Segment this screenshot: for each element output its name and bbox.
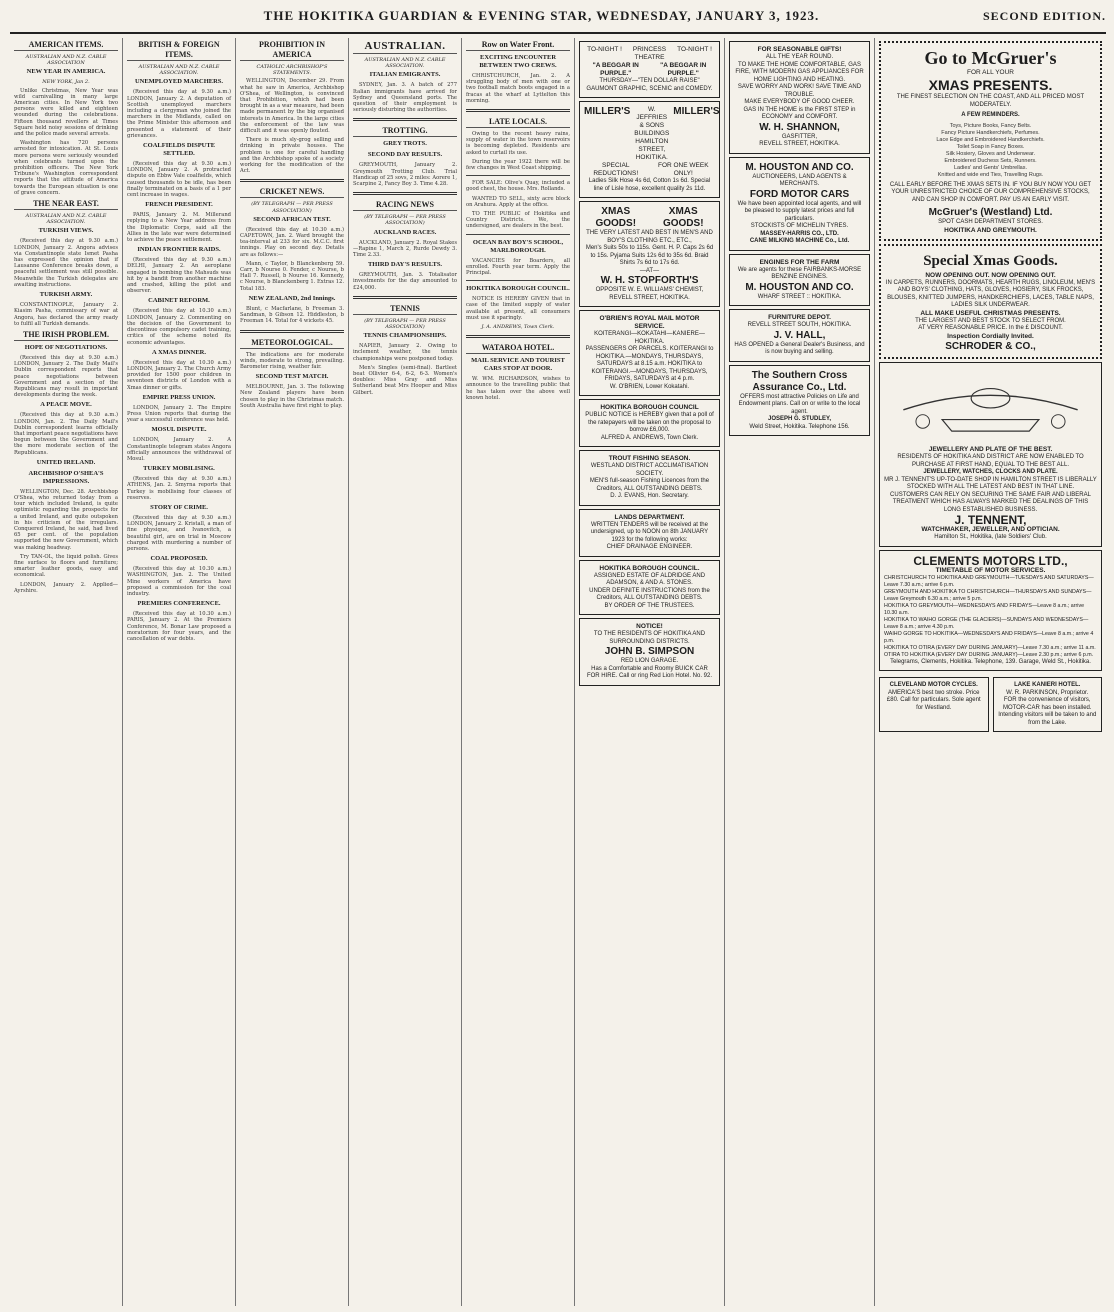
ad-schroder: [879, 244, 1102, 359]
ad-label: SPECIAL REDUCTIONS!: [593, 162, 639, 177]
ad-princess-theatre: [579, 41, 720, 98]
ad-subtitle: WESTLAND DISTRICT ACCLIMATISATION SOCIETY.: [590, 463, 709, 477]
ad-subtitle: W. R. PARKINSON, Proprietor.: [1006, 689, 1089, 696]
ad-business-name: M. HOUSTON AND CO.: [745, 161, 854, 173]
ad-heading: HOKITIKA BOROUGH COUNCIL.: [466, 285, 570, 293]
ad-subtitle: SPOT CASH DEPARTMENT STORES.: [938, 219, 1043, 225]
article-text: (Received this day at 9.30 a.m.) ATHENS, Jan. 2. Smyrna reports that Turkey is mobilising four classes of reserves.: [127, 476, 231, 501]
divider: [353, 118, 457, 121]
story-heading: PREMIERS CONFERENCE.: [137, 600, 221, 608]
cable-source: AUSTRALIAN AND N.Z. CABLE ASSOCIATION: [25, 54, 107, 67]
article-text: Men's Singles (semi-final). Bartleet beat Ollivier 6-4, 6-2, 6-3. Women's doubles: Miss Gray and Miss Sutherland beat Mrs Hooper and Miss Gilbert.: [353, 364, 457, 396]
article-text: Try TAN-OL, the liquid polish. Gives fine surface to floors and furniture; smarter leather goods, easy and economical.: [14, 553, 118, 579]
article-text: During the year 1922 there will be few changes in West Coast shipping.: [466, 158, 570, 172]
story-heading: SECOND TEST MATCH.: [255, 373, 329, 381]
article-text: WELLINGTON, Dec. 28. Archbishop O'Shea, who returned today from a tour which included Ireland, is quite optimistic regarding the prospects for a united Ireland, and quite outspoken in his criticism of the irregulars. Conquered Ireland, he said, had lived 65 per cent. of the population supported the new Government, which was making headway.: [14, 488, 118, 551]
story-heading: FRENCH PRESIDENT.: [145, 201, 213, 209]
public-notice: NOTICE IS HEREBY GIVEN that in case of the limited supply of water available at present, all consumers must use it sparingly.: [466, 296, 570, 321]
heading-australian: AUSTRALIAN.: [353, 40, 457, 54]
ad-title: LAKE KANIERI HOTEL.: [1014, 682, 1081, 688]
ad-title: FOR SEASONABLE GIFTS!: [757, 46, 842, 53]
ad-text: HAS OPENED a General Dealer's Business, and is now buying and selling.: [734, 341, 865, 355]
story-heading: TENNIS CHAMPIONSHIPS.: [363, 332, 447, 340]
ad-title: O'BRIEN'S ROYAL MAIL MOTOR SERVICE.: [599, 315, 700, 330]
ad-assigned-estate: [579, 560, 720, 616]
list-item: Silk Hosiery, Gloves and Underwear.: [945, 150, 1036, 157]
article-text: AUCKLAND, January 2. Royal Stakes—Rapine 1, March 2, Rurde Dewdy 3. Time 2.33.: [353, 239, 457, 259]
ad-mcgruers: [879, 41, 1102, 241]
article-text: (Received this day at 9.30 a.m.) LONDON, Jan. 2. The Daily Mail's Dublin correspondent learns officially that important peace negotiations have begun between the Government and the more moderate section of the Republicans.: [14, 412, 118, 456]
story-heading: NEW YEAR IN AMERICA.: [26, 68, 106, 76]
ad-title: Go to McGruer's: [924, 48, 1057, 68]
masthead: [10, 8, 1106, 34]
column-australian-sport: [349, 38, 462, 1306]
column-ads-theatre: [575, 38, 725, 1306]
ad-text: MR J. TENNENT'S UP-TO-DATE SHOP IN HAMILTON STREET IS LIBERALLY STOCKED WITH ALL THE LATEST AND BEST IN THAT LINE.: [884, 476, 1097, 490]
timetable-line: WAIHO GORGE TO HOKITIKA—WEDNESDAYS AND FRIDAYS—Leave 8 a.m.; arrive 4 p.m.: [884, 630, 1094, 644]
ad-business-name: JOHN B. SIMPSON: [604, 646, 695, 657]
divider: [353, 296, 457, 299]
ad-text: We have been appointed local agents, and will be pleased to supply latest prices and full particulars.: [737, 200, 862, 222]
story-heading: NEW ZEALAND, 2nd Innings.: [248, 294, 336, 302]
article-text: (Received this day at 9.30 a.m.) LONDON, January 2. The Daily Mail's Dublin correspondent reports that peace negotiations between Government and a section of the Republicans may result in important developments during the week.: [14, 354, 118, 399]
heading-irish-problem: THE IRISH PROBLEM.: [14, 330, 118, 341]
ad-text: CUSTOMERS CAN RELY ON SECURING THE SAME FAIR AND LIBERAL TREATMENT WHICH HAS ALWAYS MARKED THE DEALINGS OF THIS LONG ESTABLISHED BUSINESS.: [890, 491, 1091, 513]
ad-address: OPPOSITE W. E. WILLIAMS' CHEMIST, REVELL STREET, HOKITIKA.: [595, 287, 704, 301]
ad-text: MASSEY-HARRIS CO., LTD.: [760, 230, 839, 237]
ad-furniture-depot: [729, 309, 870, 362]
article-text: MELBOURNE, Jan. 3. The following New Zealand players have been chosen to play in the Christmas match. South Australia have first right to play.: [240, 384, 344, 409]
ad-title: TROUT FISHING SEASON.: [608, 455, 691, 462]
ad-address: HOKITIKA AND GREYMOUTH.: [944, 226, 1037, 234]
ad-stopforth-xmas: [579, 201, 720, 307]
ad-text: OFFERS most attractive Policies on Life and Endowment plans. Call on or write to the local agent.: [738, 393, 861, 415]
article-text: (Received this day at 9.30 a.m.) LONDON, January 2. A protracted dispute on Ebbw Vale coalfields, which caused thousands to be idle, has been finally terminated on a basis of a 1 per cent increase in wages.: [127, 161, 231, 199]
column-ads-mcgruer-schroder: [875, 38, 1106, 1306]
scoreboard: Blunt, c Macfarlane, b Freeman 3. Sandman, b Gibson 12. Hiddleston, b Freeman 14. Total for 4 wickets 45.: [240, 305, 344, 325]
list-item: Toys, Picture Books, Fancy Belts.: [949, 122, 1032, 129]
heading-racing-news: RACING NEWS: [353, 200, 457, 211]
story-heading: SECOND DAY RESULTS.: [367, 151, 443, 159]
classified-ad: WANTED TO SELL, sixty acre block on Arahura. Apply at the office.: [466, 195, 570, 208]
ad-subtitle: AUCTIONEERS, LAND AGENTS & MERCHANTS.: [752, 173, 847, 187]
article-text: PARIS, January 2. M. Millerand replying to a New Year address from the Diplomatic Corps, said all the Allies in the late war were determined to achieve the peace settlement.: [127, 212, 231, 244]
ad-label: —AT—: [639, 267, 660, 274]
timetable-line: HOKITIKA TO GREYMOUTH—WEDNESDAYS AND FRIDAYS—Leave 8 a.m.; arrive 10.30 a.m.: [884, 602, 1085, 616]
ad-address: Telegrams, Clements, Hokitika. Telephone, 139. Garage, Weld St., Hokitika.: [890, 658, 1091, 665]
story-heading: SECOND AFRICAN TEST.: [253, 215, 331, 223]
article-text: (Received this day at 9.30 a.m.) DELHI, January 2. An aeroplane engaged in bombing the Mahsuds was hit by a bandit from another machine and crashed, killing the pilot and observer.: [127, 257, 231, 295]
divider: [353, 192, 457, 195]
story-heading: AUCKLAND RACES.: [373, 228, 437, 236]
ad-title: XMAS GOODS!: [595, 206, 637, 229]
ad-subtitle: RED LION GARAGE.: [620, 658, 679, 664]
ad-address: W. JEFFRIES & SONS BUILDINGS HAMILTON STREET, HOKITIKA.: [634, 106, 670, 161]
ad-text: Ladies Silk Hose 4s 6d, Cotton 1s 6d. Special line of Lisle hose, excellent quality 2s 11d.: [588, 178, 711, 192]
story-heading: UNITED IRELAND.: [36, 458, 96, 466]
ad-subtitle: A FEW REMINDERS.: [961, 112, 1020, 118]
ad-text: FOR the convenience of visitors, MOTOR-CAR has been installed. Intending visitors will be taken to and from the Lake.: [998, 697, 1097, 726]
article-text: LONDON, January 2. A Constantinople telegram states Angora officially announces the withdrawal of Mosul.: [127, 437, 231, 462]
ad-clements-motors: [879, 550, 1102, 672]
ad-subtitle: KOITERANGI—KOKATAHI—KANIERE—HOKITIKA.: [594, 331, 705, 345]
story-heading: TURKEY MOBILISING.: [143, 465, 215, 473]
cable-source: (BY TELEGRAPH — PER PRESS ASSOCIATION): [364, 317, 446, 331]
story-subheading: EXCITING ENCOUNTER BETWEEN TWO CREWS.: [479, 54, 557, 69]
ad-signature: D. J. EVANS, Hon. Secretary.: [610, 493, 689, 499]
article-text: CONSTANTINOPLE, January 2. Kiasim Pasha, commissary of war at Angora, has declared the army ready to fulfil all Turkish demands.: [14, 302, 118, 327]
classified-ad: TO THE PUBLIC of Hokitika and Country Districts. We, the undersigned, are dealers in the best.: [466, 211, 570, 230]
story-heading: CABINET REFORM.: [148, 297, 210, 305]
ad-label: TO-NIGHT !: [587, 46, 622, 53]
ad-text: GAS IN THE HOME is the FIRST STEP in ECONOMY and COMFORT.: [743, 106, 856, 120]
article-text: GREYMOUTH, Jan. 3. Totalisator investments for the day amounted to £24,000.: [353, 272, 457, 291]
article-text: LONDON, January 2. The Empire Press Union reports that during the year a successful conference was held.: [127, 404, 231, 424]
classified-ad: VACANCIES for Boarders, all enrolled. Fourth year term. Apply the Principal.: [466, 257, 570, 277]
ad-subtitle: NOW OPENING OUT. NOW OPENING OUT.: [925, 271, 1056, 279]
ad-signature: BY ORDER OF THE TRUSTEES.: [604, 602, 695, 609]
ad-subtitle: WATCHMAKER, JEWELLER, AND OPTICIAN.: [921, 526, 1060, 533]
ad-trout-fishing: [579, 450, 720, 506]
timetable-line: HOKITIKA TO OTIRA (EVERY DAY DURING JANUARY)—Leave 7.30 a.m.; arrive 11 a.m.: [884, 644, 1096, 651]
ad-address: REVELL STREET, HOKITIKA.: [759, 141, 840, 147]
ad-text: STOCKISTS OF MICHELIN TYRES.: [750, 223, 849, 229]
ad-text: JEWELLERY, WATCHES, CLOCKS AND PLATE.: [923, 469, 1058, 475]
ad-business-name: McGruer's (Westland) Ltd.: [928, 207, 1053, 218]
article-text: (Received this day at 9.30 a.m.) LONDON, January 2. A deputation of Scottish unemployed marchers including a clergyman who joined the marchers in the Midlands, called on the Prime Minister this afternoon and presented a statement of their grievances.: [127, 89, 231, 139]
ad-text: THURSDAY—"TEN DOLLAR RAISE" GAUMONT GRAPHIC, SCENIC and COMEDY.: [586, 78, 713, 92]
story-heading: ARCHBISHOP O'SHEA'S IMPRESSIONS.: [28, 469, 104, 485]
ad-business-name: CLEMENTS MOTORS LTD.,: [913, 553, 1068, 568]
story-heading: EMPIRE PRESS UNION.: [142, 393, 216, 401]
ad-title: NOTICE!: [636, 623, 663, 630]
ad-text: Has a Comfortable and Roomy BUICK CAR FOR HIRE. Call or ring Red Lion Hotel. No. 92.: [586, 665, 713, 679]
ad-text: TO MAKE THE HOME COMFORTABLE, GAS FIRE, WITH MODERN GAS APPLIANCES FOR HOME LIGHTING AND HEATING.: [735, 61, 864, 83]
story-subheading: CATHOLIC ARCHBISHOP'S STATEMENTS.: [256, 64, 328, 77]
article-text: (Received this day at 9.30 a.m.) LONDON, January 2. Kristall, a man of fine physique, and Ivanovitch, a beautiful girl, are on trial in Moscow charged with murdering a number of persons.: [127, 514, 231, 552]
ad-text: ALL MAKE USEFUL CHRISTMAS PRESENTS.: [920, 309, 1061, 317]
divider: [240, 330, 344, 333]
heading-wataroa-hotel: WATAROA HOTEL.: [466, 343, 570, 354]
ad-title: CLEVELAND MOTOR CYCLES.: [889, 682, 978, 688]
ad-business-name: W. H. STOPFORTH'S: [600, 275, 699, 286]
column-american-items: [10, 38, 123, 1306]
notice-signature: J. A. ANDREWS, Town Clerk.: [481, 324, 555, 331]
ad-subtitle: FOR ALL YOUR: [967, 69, 1014, 76]
jewellery-illustration-icon: [884, 370, 1097, 440]
article-text: Owing to the recent heavy rains, supply of water in the town reservoirs is becoming depleted. Residents are asked to curtail its use.: [466, 131, 570, 156]
ad-text: PASSENGERS OR PARCELS. KOITERANGI to HOKITIKA.—MONDAYS, THURSDAYS, SATURDAYS at 8.15 a.m. HOKITIKA to KOITERANGI.—MONDAYS, THURSDAYS, FRIDAYS, SATURDAYS at 4 p.m.: [585, 346, 714, 382]
ad-title: "A BEGGAR IN PURPLE.": [660, 62, 707, 77]
ad-title: XMAS PRESENTS.: [928, 77, 1053, 93]
timetable-line: OTIRA TO HOKITIKA (EVERY DAY DURING JANUARY)—Leave 2.30 p.m.; arrive 6 p.m.: [884, 651, 1094, 658]
cable-source: AUSTRALIAN AND N.Z. CABLE ASSOCIATION.: [25, 213, 107, 226]
ad-text: AMERICA'S best two stroke. Price £80. Call for particulars. Sole agent for Westland.: [886, 689, 981, 711]
story-heading: STORY OF CRIME.: [150, 503, 208, 511]
ad-text: WRITTEN TENDERS will be received at the undersigned, up to NOON on 8th JANUARY 1923 for the following works:: [590, 521, 709, 543]
story-heading: THIRD DAY'S RESULTS.: [367, 261, 443, 269]
ad-label: TO-NIGHT !: [677, 46, 712, 53]
reminder-list: [885, 123, 1096, 179]
ad-signature: ALFRED A. ANDREWS, Town Clerk.: [600, 434, 699, 441]
ad-text: MAKE EVERYBODY OF GOOD CHEER.: [744, 99, 855, 105]
list-item: Fancy Picture Handkerchiefs, Perfumes.: [941, 129, 1040, 136]
ad-title: ENGINES FOR THE FARM: [759, 258, 840, 266]
cable-source: (BY TELEGRAPH — PER PRESS ASSOCIATION): [251, 201, 333, 214]
ad-label: PRINCESS THEATRE: [632, 46, 667, 61]
ad-text: UNDER DEFINITE INSTRUCTIONS from the Creditors, ALL OUTSTANDING DEBTS.: [589, 587, 710, 601]
ad-title: Special Xmas Goods.: [923, 252, 1058, 269]
ad-title: JEWELLERY AND PLATE OF THE BEST.: [928, 446, 1053, 453]
ad-title: MILLER'S: [673, 106, 720, 117]
ad-text: THE FINEST SELECTION ON THE COAST, AND ALL PRICED MOST MODERATELY.: [896, 94, 1085, 108]
list-item: Lace Edge and Embroidered Handkerchiefs.: [936, 136, 1045, 143]
column-ads-gas-houston: [725, 38, 875, 1306]
column-local-news: [462, 38, 575, 1306]
story-subheading: GREY TROTS.: [383, 140, 427, 148]
ad-millers: [579, 101, 720, 198]
article-text: CHRISTCHURCH, Jan. 2. A struggling body of men with one or two football match boots engaged in a fracas at the wharf at Lyttelton this morning.: [466, 73, 570, 104]
divider: [466, 280, 570, 281]
ad-text: MEN'S full-season Fishing Licences from the Creditors, ALL OUTSTANDING DEBTS.: [589, 478, 710, 492]
ad-title: FORD MOTOR CARS: [749, 188, 850, 200]
heading-prohibition: PROHIBITION IN AMERICA: [240, 40, 344, 61]
article-text: SYDNEY, Jan. 3. A batch of 277 Italian immigrants have arrived for Sydney and Queensland ports. The question of their employment is seriously disturbing the authorities.: [353, 82, 457, 114]
cable-source: AUSTRALIAN AND N.Z. CABLE ASSOCIATION.: [138, 64, 220, 77]
ad-text: Inspection Cordially Invited.: [947, 332, 1034, 340]
timetable-line: CHRISTCHURCH TO HOKITIKA AND GREYMOUTH—TUESDAYS AND SATURDAYS—Leave 7.30 a.m.; arrive 6 p.m.: [884, 574, 1094, 588]
divider: [466, 234, 570, 235]
column-prohibition-cricket: [236, 38, 349, 1306]
heading-tennis: TENNIS: [353, 304, 457, 315]
article-text: NAPIER, January 2. Owing to inclement weather, the tennis championships were postponed today.: [353, 343, 457, 362]
list-item: Ladies' and Gents' Umbrellas.: [953, 164, 1028, 171]
ad-houston-ford: [729, 157, 870, 251]
article-text: The indications are for moderate winds, moderate to strong, prevailing. Barometer rising, weather fair.: [240, 351, 344, 370]
heading-trotting: TROTTING.: [353, 126, 457, 137]
cable-source: (BY TELEGRAPH — PER PRESS ASSOCIATION): [364, 214, 446, 227]
divider: [466, 335, 570, 338]
ad-subtitle: ALL THE YEAR ROUND.: [765, 54, 834, 60]
edition-label: SECOND EDITION.: [982, 9, 1106, 23]
ad-obriens-mail: [579, 310, 720, 396]
cable-source: AUSTRALIAN AND N.Z. CABLE ASSOCIATION.: [364, 57, 446, 70]
ad-address: WHARF STREET :: HOKITIKA.: [757, 293, 842, 300]
article-text: (Received this day at 9.30 a.m.) LONDON, January 2. Angora advises via Constantinople state Ismet Pasha has expressed the opinion that if Lausanne Conference breaks down, a peaceful settlement was still possible. Meanwhile the Turkish delegates are awaiting instructions.: [14, 238, 118, 288]
story-heading: MOSUL DISPUTE.: [151, 426, 207, 434]
ad-text: Men's Suits 50s to 115s. Gent. H. P. Caps 2s 6d to 15s. Pyjama Suits 12s 6d to 35s 6d. Braid Shirts 7s 6d to 17s 6d.: [585, 245, 714, 266]
ad-business-name: J. TENNENT,: [954, 513, 1027, 527]
story-heading: A PEACE MOVE.: [40, 401, 92, 409]
column-british-foreign: [123, 38, 236, 1306]
ad-text: THE VERY LATEST AND BEST IN MEN'S AND BOY'S CLOTHING ETC., ETC.,: [586, 230, 713, 244]
ad-business-name: The Southern Cross Assurance Co., Ltd.: [751, 369, 848, 393]
heading-british-foreign: BRITISH & FOREIGN ITEMS.: [127, 40, 231, 61]
story-subheading: MAIL SERVICE AND TOURIST CARS STOP AT DOOR.: [471, 357, 565, 373]
ad-text: IN CARPETS, RUNNERS, DOORMATS, HEARTH RUGS, LINOLEUM, MEN'S AND BOYS' CLOTHING, HATS, GLOVES, HOSIERY, SILK FROCKS, BLOUSES, KNITTED JUMPERS, HANDKERCHIEFS, LACES, TABLE NAPS, LADIES SILK UNDERWEAR.: [885, 279, 1096, 308]
timetable-line: GREYMOUTH AND HOKITIKA TO CHRISTCHURCH—THURSDAYS AND SUNDAYS—Leave Greymouth 6.30 a.m.; arrive 5 p.m.: [884, 588, 1092, 602]
ad-text: RESIDENTS OF HOKITIKA AND DISTRICT ARE NOW ENABLED TO PURCHASE AT FIRST HAND, EQUAL TO THE BEST ALL.: [897, 454, 1084, 468]
article-text: (Received this day at 10.30 a.m.) LONDON, January 2. The Church Army provided for 1500 poor children in seventeen districts of London with a Xmas dinner or gifts.: [127, 359, 231, 391]
ad-business-name: J. V. HALL,: [773, 329, 826, 341]
heading-late-locals: LATE LOCALS.: [466, 117, 570, 128]
ad-cleveland-cycles: [879, 677, 989, 732]
ad-red-lion-garage: [579, 618, 720, 686]
ad-lake-kanieri-hotel: [993, 677, 1103, 732]
classified-ad: FOR SALE: Olive's Quay, included a good chest, the house. Mrs. Rollands.: [466, 180, 570, 193]
ad-signature: CHIEF DRAINAGE ENGINEER.: [606, 544, 693, 550]
story-heading: ITALIAN EMIGRANTS.: [369, 71, 441, 79]
story-heading: TURKISH ARMY.: [39, 291, 93, 299]
ad-title: "A BEGGAR IN PURPLE.": [592, 62, 639, 77]
ad-business-name: M. HOUSTON AND CO.: [745, 281, 854, 293]
ad-southern-cross: [729, 365, 870, 437]
ad-text: SAVE WORRY AND WORK! SAVE TIME AND TROUBLE.: [737, 84, 862, 98]
article-text: (Received this day at 10.30 a.m.) PARIS, January 2. At the Premiers Conference, M. Bonar Law proposed a moratorium for four years, and the cancellation of war debts.: [127, 611, 231, 642]
ad-title: HOKITIKA BOROUGH COUNCIL.: [599, 564, 700, 572]
ad-subtitle: TIMETABLE OF MOTOR SERVICES.: [935, 566, 1046, 574]
ad-title: HOKITIKA BOROUGH COUNCIL: [600, 404, 699, 411]
ad-tennent-jeweller: [879, 362, 1102, 547]
ad-title: LANDS DEPARTMENT.: [614, 513, 685, 521]
classified-ad: W. WM. RICHARDSON, wishes to announce to the travelling public that he has taken over the above well known hotel.: [466, 376, 570, 401]
ad-text: PUBLIC NOTICE is HEREBY given that a poll of the ratepayers will be taken on the proposal to borrow £6,000.: [585, 412, 714, 433]
dateline: NEW YORK, Jan 2.: [42, 79, 90, 86]
article-text: LONDON, January 2. Applied—Ayrshire.: [14, 581, 118, 594]
timetable-line: HOKITIKA TO WAIHO GORGE (THE GLACIERS)—SUNDAYS AND WEDNESDAYS—Leave 8 a.m.; arrive 4.30 p.m.: [884, 616, 1089, 630]
article-text: Washington has 720 persons arrested for intoxication. At St. Louis more persons were seriously wounded when celebrants turned upon the prohibition officers. The New York Tribune's Washington correspondent reports that the attitude of America towards the European situation is one of grave concern.: [14, 140, 118, 196]
ad-borough-poll: [579, 399, 720, 447]
divider: [466, 175, 570, 176]
ad-text: ASSIGNED ESTATE OF ALDRIDGE AND ADAMSON, & AND A. STONES.: [593, 572, 706, 586]
ad-business-name: W. H. SHANNON,: [759, 121, 840, 133]
ad-text: TO THE RESIDENTS OF HOKITIKA AND SURROUNDING DISTRICTS.: [593, 631, 706, 645]
heading-american-items: AMERICAN ITEMS.: [14, 40, 118, 51]
ad-row-bottom: [879, 674, 1102, 735]
ad-text: CANE MILKING MACHINE Co., Ltd.: [749, 238, 850, 244]
ad-text: THE LARGEST AND BEST STOCK TO SELECT FROM.: [915, 317, 1066, 324]
heading-meteorological: METEOROLOGICAL.: [240, 338, 344, 349]
ad-title: XMAS GOODS!: [662, 206, 704, 229]
ad-shannon-gas: [729, 41, 870, 154]
heading-near-east: THE NEAR EAST.: [14, 199, 118, 210]
ad-address: Hamilton St., Hokitika, (late Soldiers' Club.: [934, 534, 1047, 540]
ad-subtitle: GASFITTER,: [781, 133, 818, 140]
ad-text: AT VERY REASONABLE PRICE. In the £ DISCOUNT.: [918, 325, 1063, 331]
ad-label: FOR ONE WEEK ONLY!: [657, 162, 709, 177]
story-heading: TURKISH VIEWS.: [38, 227, 94, 235]
ad-text: CALL EARLY BEFORE THE XMAS SETS IN. IF YOU BUY NOW YOU GET YOUR UNRESTRICTED CHOICE OF OUR COMPREHENSIVE STOCKS, AND CAN SHOP IN COMFORT. PAY US AN EARLY VISIT.: [889, 181, 1092, 203]
list-item: Embroidered Duchess Sets, Runners.: [944, 157, 1037, 164]
story-heading: HOPE OF NEGOTIATIONS.: [24, 343, 108, 351]
article-text: Unlike Christmas, New Year was wild carnivalling in many large American cities. In New York two persons were killed and eighteen wounded during the celebrations. Fifteen thousand revellers at Times Square held noisy sessions of drinking and the police made several arrests.: [14, 87, 118, 138]
ad-heading: OCEAN BAY BOY'S SCHOOL, MARLBOROUGH.: [472, 238, 564, 254]
story-heading: A XMAS DINNER.: [152, 348, 206, 356]
article-text: (Received this day at 10.30 a.m.) WASHINGTON, Jan. 2. The United Mine workers of America have proposed a commission for the coal industry.: [127, 566, 231, 597]
article-text: WELLINGTON, December 29. From what he saw in America, Archbishop O'Shea, of Wellington, is convinced that Prohibition, which had been brought in as a war measure, had been made permanent by the big organised interests in America. In the large cities the enforcement of the law was difficult and it was openly flouted.: [240, 78, 344, 135]
ad-address: REVELL STREET SOUTH, HOKITIKA.: [747, 322, 852, 328]
story-heading: UNEMPLOYED MARCHERS.: [134, 78, 224, 86]
divider: [240, 179, 344, 182]
ad-title: MILLER'S: [584, 106, 631, 117]
ad-signature: JOSEPH G. STUDLEY,: [767, 416, 831, 422]
list-item: Knitted and wide end Ties, Travelling Rugs.: [937, 171, 1044, 178]
page-columns: [10, 38, 1106, 1306]
ad-business-name: SCHRODER & CO.,: [945, 340, 1036, 352]
article-text: (Received this day at 10.30 a.m.) CAPETOWN, Jan. 2. Ward brought the tea-interval at 233 for six. M.C.C. first innings. Play on second day. Details are as follows:—: [240, 226, 344, 258]
article-text: (Received this day at 10.30 a.m.) LONDON, January 2. Commenting on the decision of the Government to discontinue compulsory cadet training, critics of the scheme noted its economic advantages.: [127, 308, 231, 346]
heading-row-on-water-front: Row on Water Front.: [466, 40, 570, 51]
ad-text: We are agents for these FAIRBANKS-MORSE BENZINE ENGINES.: [737, 266, 862, 280]
scoreboard: Mann, c Taylor, b Blanckenberg 59. Carr, b Nourse 0. Fender, c Nourse, b Hall 7. Russell, b Nourse 16. Kennedy, c Nourse, b Blanckenberg 1. Extras 12. Total 183.: [240, 260, 344, 292]
story-heading: COALFIELDS DISPUTE SETTLED.: [142, 142, 216, 158]
heading-cricket-news: CRICKET NEWS.: [240, 187, 344, 198]
ad-signature: W. O'BRIEN, Lower Kokatahi.: [609, 383, 690, 390]
ad-title: FURNITURE DEPOT.: [768, 314, 831, 321]
divider: [466, 109, 570, 112]
list-item: Toilet Soap in Fancy Boxes.: [956, 143, 1025, 150]
story-heading: INDIAN FRONTIER RAIDS.: [137, 246, 221, 254]
masthead-title: THE HOKITIKA GUARDIAN & EVENING STAR, WEDNESDAY, JANUARY 3, 1923.: [263, 8, 820, 23]
article-text: There is much sly-grog selling and drinking in private houses. The problem is one for careful handling and the Archbishop spoke of a society working for the modification of the Act.: [240, 137, 344, 175]
article-text: GREYMOUTH, January 2. Greymouth Trotting Club. Trial Handicap of 25 sovs, 2 miles: Aorere 1, Scarpine 2, Fancy Boy 3. Time 4.28.: [353, 162, 457, 188]
story-heading: COAL PROPOSED.: [150, 555, 208, 563]
ad-address: Weld Street, Hokitika. Telephone 156.: [749, 423, 850, 430]
ad-farm-engines: [729, 254, 870, 307]
ad-lands-department: [579, 509, 720, 557]
